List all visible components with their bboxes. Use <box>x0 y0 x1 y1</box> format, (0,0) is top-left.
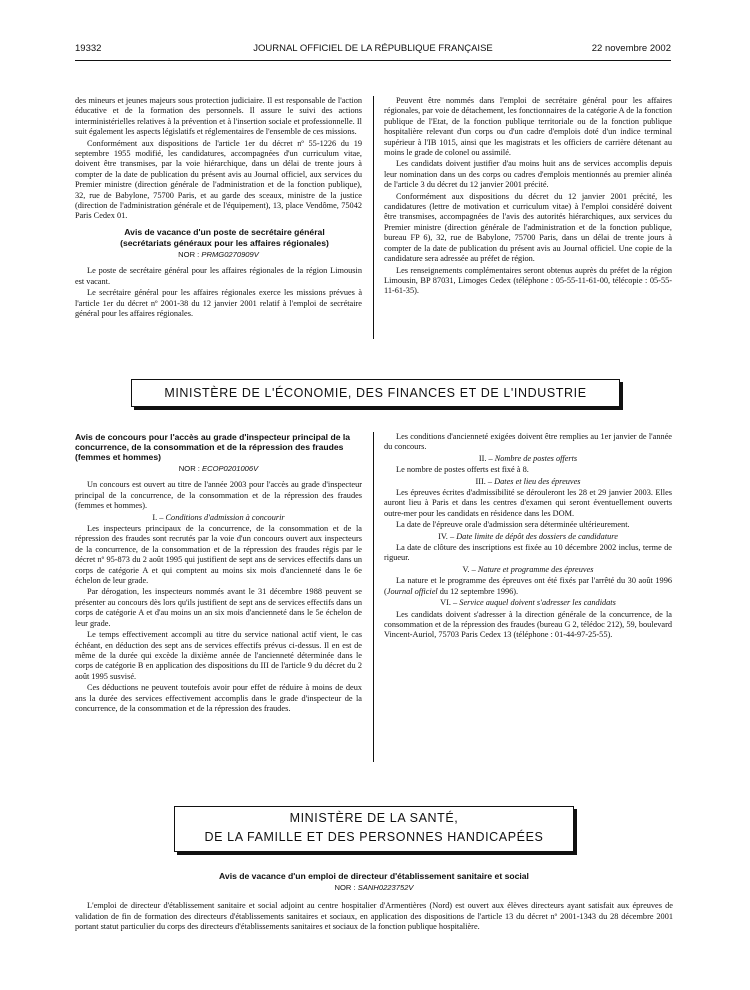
paragraph: Le secrétaire général pour les affaires régionales exerce les missions prévues à l'article 1er du décret nº 2001-38 du 12 janvier 2001 relatif à l'emploi de secrétaire général pour les affaires régionales. <box>75 288 362 318</box>
paragraph: Ces déductions ne peuvent toutefois avoir pour effet de réduire à moins de deux ans la durée des services effectivement accomplis dans le grade d'inspecteur de la concurrence, de la consommation et de la répression des fraudes. <box>75 683 362 713</box>
paragraph: des mineurs et jeunes majeurs sous protection judiciaire. Il est responsable de l'action éducative et de la formation des personnels. Il assure le suivi des actions interministérielles relatives à la prévention et à l'insertion sociale et professionnelle. Il suit également les aspects législatifs et réglementaires de l'ensemble de ces missions. <box>75 96 362 137</box>
paragraph: Les candidats doivent s'adresser à la direction générale de la concurrence, de la consommation et de la répression des fraudes (bureau G 2, télédoc 212), 59, boulevard Vincent-Auriol, 75703 Paris Cedex 13 (téléphone : 01-44-97-25-55). <box>384 609 672 640</box>
paragraph: Par dérogation, les inspecteurs nommés avant le 31 décembre 1988 peuvent se présenter au concours dès lors qu'ils justifient de sept ans de services effectifs dans un corps de catégorie A et d'au moins un an six mois d'ancienneté dans le 5e échelon de leur grade. <box>75 587 362 628</box>
top-right-column <box>384 96 672 298</box>
ministry-heading-health <box>174 806 574 852</box>
paragraph: Les candidats doivent justifier d'au moins huit ans de services accomplis depuis leur nomination dans un des corps ou cadres d'emplois mentionnés au premier alinéa de l'article 3 du décret du 12 janvier 2001 précité. <box>384 159 672 190</box>
page-number: 19332 <box>75 43 102 54</box>
section-heading: VI. – Service auquel doivent s'adresser les candidats <box>440 598 616 608</box>
paragraph: Les épreuves écrites d'admissibilité se dérouleront les 28 et 29 janvier 2003. Elles auront lieu à Paris et dans les centres d'examen qui seront éventuellement ouverts outre-mer pour les candidats en résidence dans les DOM. <box>384 488 672 518</box>
paragraph: Les conditions d'ancienneté exigées doivent être remplies au 1er janvier de l'année du concours. <box>384 432 672 452</box>
header-rule <box>75 60 671 61</box>
paragraph: Un concours est ouvert au titre de l'année 2003 pour l'accès au grade d'inspecteur principal de la concurrence, de la consommation et de la répression des fraudes (femmes et hommes). <box>75 480 362 511</box>
mid-right-column <box>384 432 672 642</box>
nor-reference: NOR : PRMG0270909V <box>178 249 259 259</box>
bottom-notice <box>75 871 673 933</box>
issue-date: 22 novembre 2002 <box>591 43 671 54</box>
section-heading: III. – Dates et lieu des épreuves <box>475 476 581 486</box>
nor-reference: NOR : ECOP0201006V <box>178 464 259 473</box>
notice-title: Avis de vacance d'un poste de secrétaire général <box>124 226 325 237</box>
ministry-line: MINISTÈRE DE LA SANTÉ, <box>289 811 459 825</box>
paragraph: Le nombre de postes offerts est fixé à 8. <box>396 465 529 475</box>
running-header <box>75 43 671 57</box>
section-heading: I. – Conditions d'admission à concourir <box>152 512 285 522</box>
section-heading: II. – Nombre de postes offerts <box>478 453 578 463</box>
column-divider <box>373 96 374 339</box>
paragraph: L'emploi de directeur d'établissement sanitaire et social adjoint au centre hospitalier d'Armentières (Nord) est ouvert aux élèves directeurs ayant satisfait aux épreuves de validation de fin de formation des directeurs d'établissements sanitaires et sociaux, en application des dispositions de l'article 13 du décret nº 2001-1343 du 28 décembre 2001 portant statut particulier du corps des directeurs d'établissements sanitaires et sociaux de la fonction publique hospitalière. <box>75 901 673 932</box>
journal-title: JOURNAL OFFICIEL DE LA RÉPUBLIQUE FRANÇAISE <box>253 43 493 54</box>
paragraph: La nature et le programme des épreuves ont été fixés par l'arrêté du 30 août 1996 (Journal officiel du 12 septembre 1996). <box>384 576 672 596</box>
column-divider <box>373 432 374 762</box>
paragraph: La date de l'épreuve orale d'admission sera déterminée ultérieurement. <box>396 520 630 530</box>
paragraph: Les renseignements complémentaires seront obtenus auprès du préfet de la région Limousin, BP 87031, Limoges Cedex (téléphone : 05-55-11-61-00, télécopie : 05-55-11-61-35). <box>384 265 672 296</box>
ministry-heading-economy: MINISTÈRE DE L'ÉCONOMIE, DES FINANCES ET DE L'INDUSTRIE <box>131 379 620 407</box>
notice-subtitle: (secrétariats généraux pour les affaires régionales) <box>120 237 329 248</box>
nor-reference: NOR : SANH0223752V <box>334 883 414 892</box>
paragraph: La date de clôture des inscriptions est fixée au 10 décembre 2002 inclus, terme de rigueur. <box>384 543 672 563</box>
paragraph: Conformément aux dispositions de l'article 1er du décret nº 55-1226 du 19 septembre 1955 modifié, les candidatures, accompagnées d'un curriculum vitae, doivent être transmises, par la voie hiérarchique, dans un délai de trente jours à compter de la date de publication du présent avis au Journal officiel, aux services du Premier ministre (direction générale de l'administration et de la fonction publique), 32, rue de Babylone, 75700 Paris, et au garde des sceaux, ministre de la justice (direction de l'administration générale et de l'équipement), 13, place Vendôme, 75042 Paris Cedex 01. <box>75 138 362 221</box>
competition-title: Avis de concours pour l'accès au grade d'inspecteur principal de la concurrence, de la consommation et de la répression des fraudes (femmes et hommes) <box>75 432 351 462</box>
notice-title: Avis de vacance d'un emploi de directeur d'établissement sanitaire et social <box>219 871 529 881</box>
section-heading: IV. – Date limite de dépôt des dossiers de candidature <box>438 531 618 541</box>
paragraph: Conformément aux dispositions du décret du 12 janvier 2001 précité, les candidatures (lettre de motivation et curriculum vitae) à l'emploi considéré doivent être transmises, accompagnées de l'avis des autorités hiérarchiques, aux services du Premier ministre (direction générale de l'administration et de la fonction publique, bureau FP 6), 32, rue de Babylone, 75700 Paris, dans un délai de trente jours à compter de la date de publication du présent avis au Journal officiel. Une copie de la candidature sera adressée au préfet de région. <box>384 191 672 264</box>
ministry-line: DE LA FAMILLE ET DES PERSONNES HANDICAPÉES <box>204 830 544 844</box>
paragraph: Le poste de secrétaire général pour les affaires régionales de la région Limousin est vacant. <box>75 266 362 286</box>
paragraph: Peuvent être nommés dans l'emploi de secrétaire général pour les affaires régionales, par voie de détachement, les fonctionnaires de la catégorie A de la fonction publique de l'Etat, de la fonction publique territoriale ou de la fonction publique hospitalière relevant d'un corps ou d'un cadre d'emplois doté d'un indice terminal supérieur à l'IB 1015, ainsi que les magistrats et les officiers de carrière détenant au moins le grade de colonel ou assimilé. <box>384 96 672 158</box>
paragraph: Les inspecteurs principaux de la concurrence, de la consommation et de la répression des fraudes sont recrutés par la voie d'un concours ouvert aux inspecteurs de la concurrence, de la consommation et de la répression des fraudes régis par le décret nº 95-873 du 2 août 1995 qui justifient de sept ans de services effectifs dans un corps de catégorie A et qui comptent au moins six mois d'ancienneté dans le 6e échelon de leur grade. <box>75 524 362 586</box>
mid-left-column <box>75 432 362 715</box>
section-heading: V. – Nature et programme des épreuves <box>462 564 594 574</box>
paragraph: Le temps effectivement accompli au titre du service national actif vient, le cas échéant, en déduction des sept ans de services effectifs prévus ci-dessus. Il en est de même de la durée qui excède la dixième année de l'ancienneté déterminée dans le corps de catégorie B en application des dispositions du III de l'article 9 du décret du 2 août 1995 susvisé. <box>75 630 362 681</box>
top-left-column <box>75 96 362 320</box>
